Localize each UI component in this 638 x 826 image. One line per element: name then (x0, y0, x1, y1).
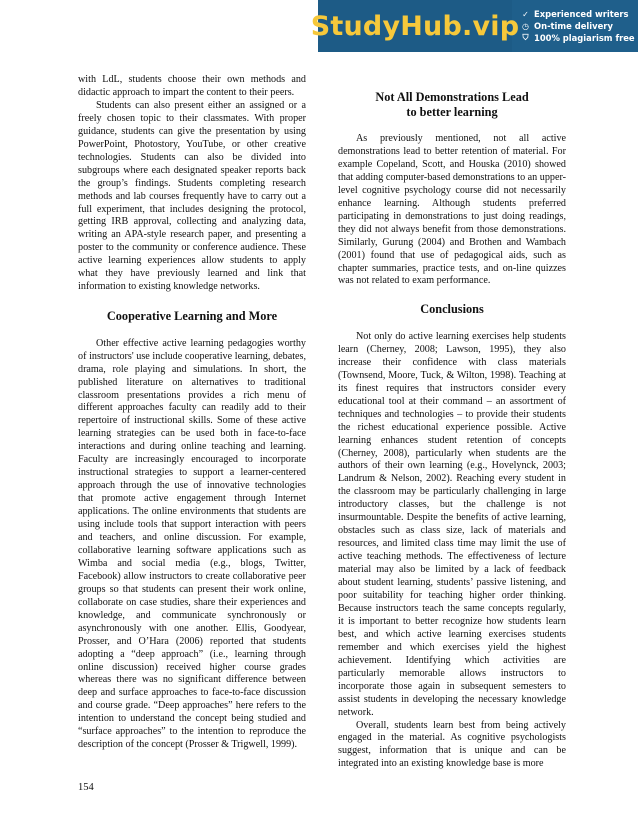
paragraph: Not only do active learning exercises help students learn (Cherney, 2008; Lawson, 1995), they also increase their confidence with class materials (Townsend, Moore, Tuck, & Wilton, 1998). Teaching at its finest requires that instructors consider every educational tool at their command – an assortment of techniques and technologies – to provide their students the richest educational experience possible. Active learning enhances student retention of concepts (Cherney, 2008), particularly when students are the authors of their own learning (e.g., Hovelynck, 2003; Landrum & Nelson, 2002). Reaching every student in the classroom may be particularly challenging in large introductory classes, but the challenge is not insurmountable. Despite the benefits of active learning, obstacles such as class size, lack of materials and resources, and limited class time may limit the use of active teaching methods. The effectiveness of lecture material may also be limited by a lack of feedback about student learning, students’ passive listening, and poor suitability for teaching higher order thinking. Because instructors teach the same concepts regularly, it is important to better recognize how students learn best, and which active learning exercises students remember and which exercises yield the highest achievement. Identifying which activities are particularly memorable allows instructors to incorporate those again in subsequent semesters to assist students in developing the necessary knowledge network. (338, 330, 566, 718)
paragraph: Students can also present either an assigned or a freely chosen topic to their classmates. With proper guidance, students can give the presentation by using PowerPoint, Photostory, YouTube, or other creative technologies. Students can also be divided into subgroups where each designated speaker reports back the group’s findings. Students completing research methods and lab courses frequently have to carry out a full experiment, that includes designing the protocol, getting IRB approval, collecting and analyzing data, writing an APA-style research paper, and presenting a poster to the community or conference audience. These active learning experiences allow students to apply what they have previously learned and link that information to existing knowledge networks. (78, 99, 306, 293)
feature-on-time-delivery (520, 21, 638, 31)
feature-label: 100% plagiarism free (534, 33, 635, 43)
banner-features (512, 0, 638, 52)
paragraph: As previously mentioned, not all active demonstrations lead to better retention of material. For example Copeland, Scott, and Houska (2010) showed that adding computer-based demonstrations to an upper-level cognitive psychology course did not necessarily enhance learning. Although students preferred participating in demonstrations to just doing readings, they did not always benefit from those demonstrations. Similarly, Gurung (2004) and Brothen and Wambach (2001) found that use of pedagogical aids, such as chapter summaries, practice tests, and on-line quizzes was not related to exam performance. (338, 133, 566, 287)
section-heading-demonstrations (338, 90, 566, 119)
feature-label: Experienced writers (534, 9, 629, 19)
section-heading-conclusions: Conclusions (420, 302, 484, 317)
heading-line: to better learning (406, 104, 498, 119)
shield-icon: ⛉ (522, 33, 529, 42)
clock-icon: ◷ (522, 21, 529, 31)
left-column (78, 74, 306, 752)
right-column (338, 90, 566, 771)
paragraph: with LdL, students choose their own methods and didactic approach to impart the content to their peers. (78, 74, 306, 98)
section-heading-cooperative-learning: Cooperative Learning and More (106, 309, 278, 324)
studyhub-banner[interactable] (310, 0, 638, 52)
paragraph: Overall, students learn best from being actively engaged in the material. As cognitive psychologists suggest, information that is unique and can be integrated into an existing knowledge base is more (338, 719, 566, 770)
studyhub-logo[interactable]: StudyHub.vip (318, 0, 512, 52)
heading-line: Not All Demonstrations Lead (375, 90, 529, 104)
feature-label: On-time delivery (534, 21, 613, 31)
paragraph: Other effective active learning pedagogies worthy of instructors' use include cooperative learning, debates, drama, role playing and simulations. In short, the published literature on alternatives to traditional classroom presentations provides a rich menu of different approaches faculty can readily add to their repertoire of instructional skills. Some of these active learning strategies can be used both in face-to-face interactions and during online teaching and learning. Faculty are increasingly encouraged to incorporate instructional strategies to support a learner-centered approach through the use of innovative technologies that promote active engagement through Internet applications. The online environments that students are using include tools that support interaction with peers and teachers, and online discussion. For example, collaborative learning software applications such as Wimba and social media (e.g., blogs, Twitter, Facebook) allow instructors to create collaborative peer groups so that students can present their work online, collaborate on case studies, share their experiences and knowledge, and communicate synchronously or asynchronously with one another. Ellis, Goodyear, Prosser, and O’Hara (2006) reported that students adopting a “deep approach” (i.e., learning through online discussion) received higher course grades whereas there was no significant difference between deep and surface approaches to face-to-face discussion and course grade. “Deep approaches” here refers to the intention to understand the concept being studied and “surface approaches” to the intention to reproduce the description of the concept (Prosser & Trigwell, 1999). (78, 337, 306, 751)
feature-experienced-writers (520, 9, 638, 19)
check-icon: ✓ (522, 9, 529, 19)
page-number: 154 (78, 782, 94, 793)
feature-plagiarism-free (520, 33, 638, 43)
